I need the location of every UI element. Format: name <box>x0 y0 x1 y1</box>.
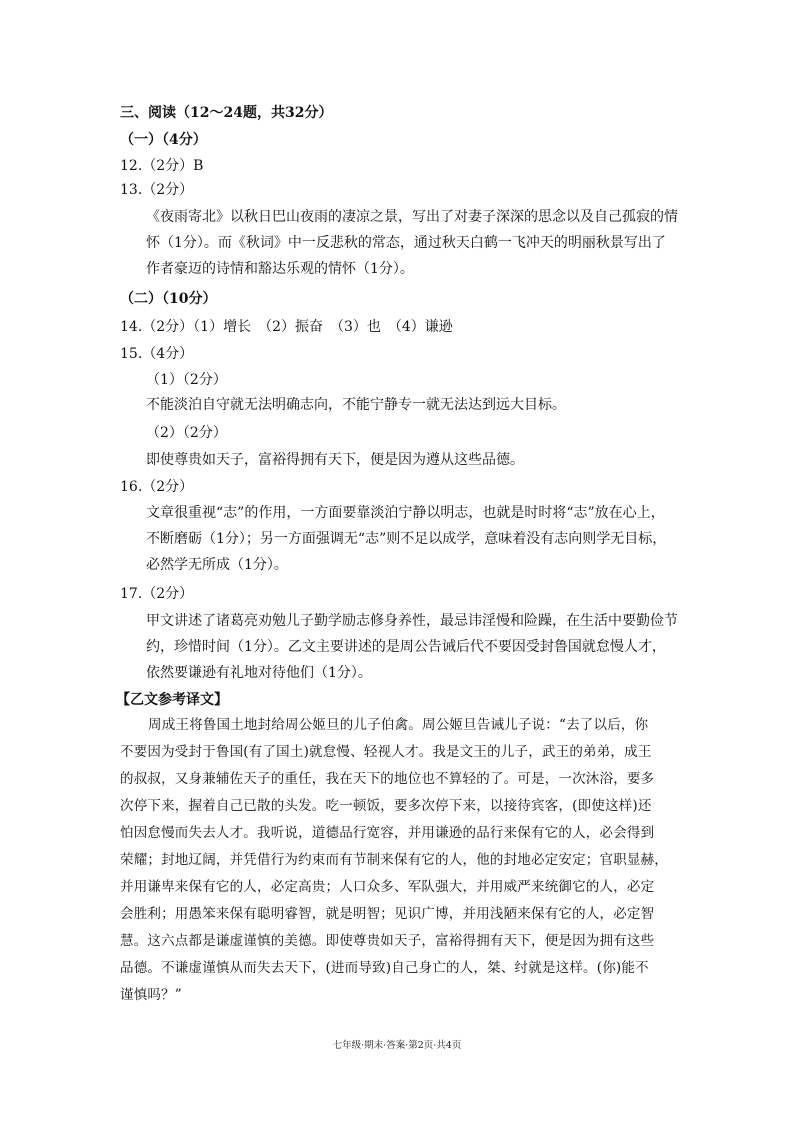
translation-line: 会胜利；用愚笨来保有聪明睿智，就是明智；见识广博，并用浅陋来保有它的人，必定智 <box>120 906 655 922</box>
answer-q16-line: 文章很重视“志”的作用，一方面要靠淡泊宁静以明志，也就是时时将“志”放在心上， <box>146 505 665 521</box>
translation-line: 荣耀；封地辽阔，并凭借行为约束而有节制来保有它的人，他的封地必定安定；官职显赫， <box>120 852 668 868</box>
answer-q13-heading: 13.（2分） <box>120 182 194 198</box>
answer-q16-line: 不断磨砺（1分）；另一方面强调无“志”则不足以成学，意味着没有志向则学无目标， <box>146 531 667 547</box>
answer-q14: 14.（2分）（1）增长 （2）振奋 （3）也 （4）谦逊 <box>120 319 453 335</box>
answer-q15-sub1: （1）（2分） <box>146 372 227 388</box>
answer-q15-heading: 15.（4分） <box>120 346 194 362</box>
answer-q17-line: 约，珍惜时间（1分）。乙文主要讲述的是周公告诫后代不要因受封鲁国就怠慢人才， <box>146 639 666 655</box>
part2-heading: （二）（10分） <box>120 291 217 307</box>
translation-line: 慧。这六点都是谦虚谨慎的美德。即使尊贵如天子，富裕得拥有天下，便是因为拥有这些 <box>120 933 655 949</box>
translation-line: 品德。不谦虚谨慎从而失去天下，(进而导致)自己身亡的人，桀、纣就是这样。(你)能不 <box>120 960 649 976</box>
translation-heading: 【乙文参考译文】 <box>116 692 228 708</box>
answer-q15-answer1: 不能淡泊自守就无法明确志向，不能宁静专一就无法达到远大目标。 <box>146 397 566 413</box>
translation-line: 次停下来，握着自己已散的头发。吃一顿饭，要多次停下来，以接待宾客，(即使这样)还 <box>120 798 652 814</box>
translation-line: 不要因为受封于鲁国(有了国土)就怠慢、轻视人才。我是文王的儿子，武王的弟弟，成王 <box>120 744 652 760</box>
translation-line: 怕因怠慢而失去人才。我听说，道德品行宽容，并用谦逊的品行来保有它的人，必会得到 <box>120 825 655 841</box>
answer-q15-answer2: 即使尊贵如天子，富裕得拥有天下，便是因为遵从这些品德。 <box>146 452 524 468</box>
answer-q16-heading: 16.（2分） <box>120 479 194 495</box>
answer-q12: 12.（2分）B <box>120 158 204 174</box>
translation-line: 并用谦卑来保有它的人，必定高贵；人口众多、军队强大，并用威严来统御它的人，必定 <box>120 879 655 895</box>
answer-q17-line: 甲文讲述了诸葛亮劝勉儿子勤学励志修身养性，最忌讳淫慢和险躁，在生活中要勤俭节 <box>146 613 678 629</box>
answer-q13-line: 《夜雨寄北》以秋日巴山夜雨的凄凉之景，写出了对妻子深深的思念以及自己孤寂的情 <box>146 209 678 225</box>
section-heading: 三、阅读（12～24题，共32分） <box>120 105 333 121</box>
answer-q13-line: 怀（1分）。而《秋词》中一反悲秋的常态，通过秋天白鹤一飞冲天的明丽秋景写出了 <box>146 235 666 251</box>
part1-heading: （一）（4分） <box>120 132 207 148</box>
answer-q17-heading: 17.（2分） <box>120 586 194 602</box>
answer-q15-sub2: （2）（2分） <box>146 425 227 441</box>
translation-line: 周成王将鲁国土地封给周公姬旦的儿子伯禽。周公姬旦告诫儿子说：“去了以后，你 <box>148 717 649 733</box>
answer-q17-line: 依然要谦逊有礼地对待他们（1分）。 <box>146 665 372 681</box>
answer-q13-line: 作者豪迈的诗情和豁达乐观的情怀（1分）。 <box>146 261 414 277</box>
answer-q16-line: 必然学无所成（1分）。 <box>146 557 288 573</box>
translation-line: 的叔叔，又身兼辅佐天子的重任，我在天下的地位也不算轻的了。可是，一次沐浴，要多 <box>120 771 655 787</box>
page-footer: 七年级·期末·答案·第2页·共4页 <box>332 1040 462 1051</box>
translation-line: 谨慎吗？” <box>120 987 182 1003</box>
